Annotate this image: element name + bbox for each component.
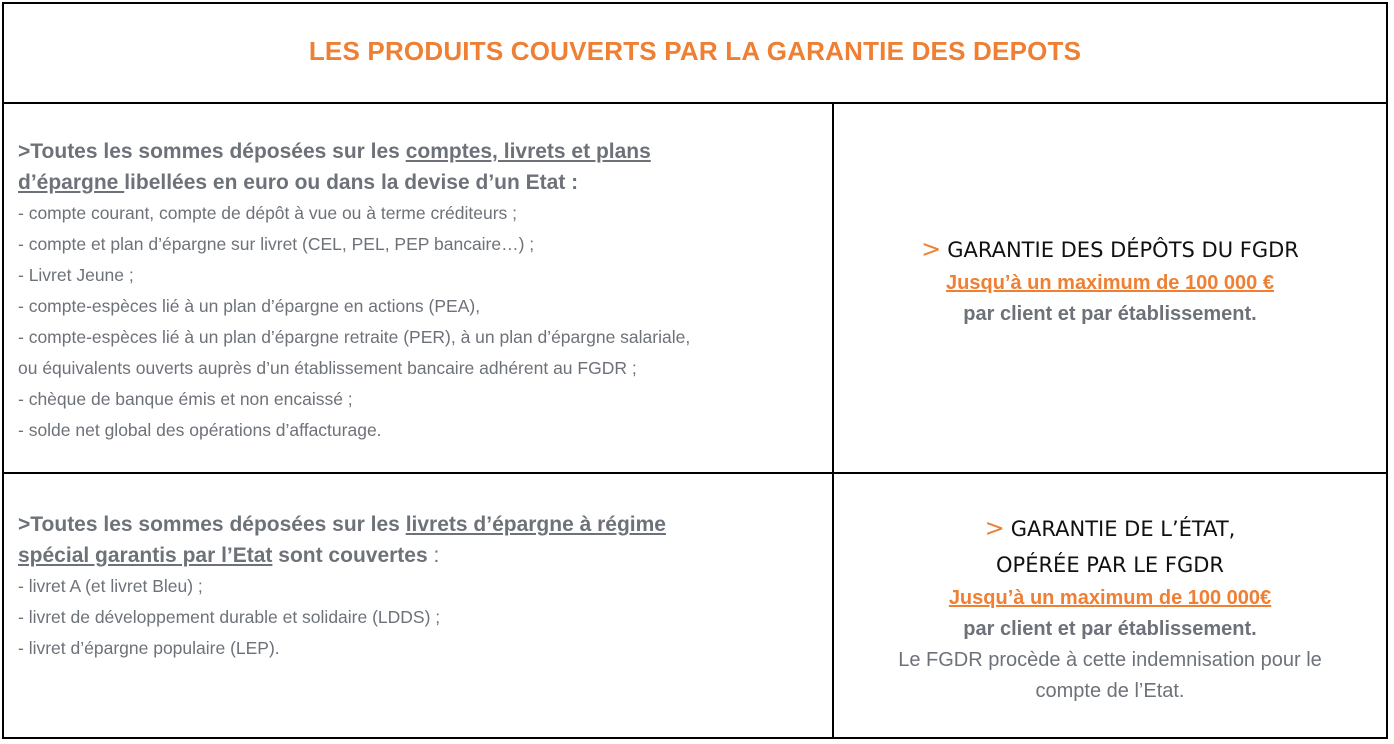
- lead-suffix: libellées en euro ou dans la devise d’un Etat :: [124, 171, 579, 194]
- guarantee-heading: [985, 510, 1236, 547]
- row-deposits: [4, 102, 1386, 474]
- lead-prefix: >Toutes les sommes déposées sur les: [18, 513, 406, 536]
- lead-underlined: comptes, livrets et plans: [405, 140, 651, 163]
- list-item: ou équivalents ouverts auprès d’un établissement bancaire adhérent au FGDR ;: [18, 358, 637, 378]
- table-title: LES PRODUITS COUVERTS PAR LA GARANTIE DES DEPOTS: [308, 35, 1082, 66]
- row-state-savings-lead: [18, 509, 818, 571]
- list-item: - compte-espèces lié à un plan d’épargne en actions (PEA),: [18, 296, 481, 316]
- guarantee-scope: par client et par établissement.: [963, 618, 1257, 640]
- list-item: - solde net global des opérations d’affacturage.: [18, 420, 382, 440]
- list-item: - livret d’épargne populaire (LEP).: [18, 638, 280, 658]
- lead-colon: :: [427, 544, 440, 567]
- row-deposits-products: [4, 102, 834, 472]
- lead-suffix: sont couvertes: [272, 544, 428, 567]
- list-item: - compte courant, compte de dépôt à vue ou à terme créditeurs ;: [18, 203, 518, 223]
- chevron-right-icon: >: [984, 514, 1005, 542]
- guarantee-amount: Jusqu’à un maximum de 100 000 €: [946, 271, 1274, 294]
- chevron-right-icon: >: [921, 234, 942, 263]
- row-state-savings-guarantee: [834, 474, 1386, 737]
- row-deposits-guarantee: [834, 102, 1386, 472]
- guarantee-scope: par client et par établissement.: [963, 302, 1257, 325]
- list-item: - chèque de banque émis et non encaissé ;: [18, 389, 353, 409]
- lead-underlined: livrets d’épargne à régime: [405, 513, 666, 536]
- guarantee-note: compte de l’Etat.: [1035, 680, 1185, 702]
- guarantee-heading-text: GARANTIE DE L’ÉTAT,: [1010, 517, 1236, 541]
- guarantee-note: Le FGDR procède à cette indemnisation pour le: [898, 649, 1322, 671]
- row-state-savings: [4, 474, 1386, 737]
- row-deposits-lead: [18, 136, 818, 198]
- lead-underlined: spécial garantis par l’Etat: [18, 544, 273, 567]
- guarantee-heading-line2: OPÉRÉE PAR LE FGDR: [996, 553, 1224, 577]
- title-row: [4, 4, 1386, 104]
- list-item: - livret A (et livret Bleu) ;: [18, 576, 203, 596]
- lead-underlined: d’épargne: [18, 171, 125, 194]
- guarantee-heading-text: GARANTIE DES DÉPÔTS DU FGDR: [947, 237, 1299, 262]
- lead-prefix: >Toutes les sommes déposées sur les: [18, 140, 406, 163]
- list-item: - livret de développement durable et solidaire (LDDS) ;: [18, 607, 441, 627]
- guarantee-amount: Jusqu’à un maximum de 100 000€: [948, 587, 1272, 609]
- list-item: - Livret Jeune ;: [18, 265, 134, 285]
- list-item: - compte-espèces lié à un plan d’épargne retraite (PER), à un plan d’épargne salariale,: [18, 327, 691, 347]
- guarantee-heading: [921, 231, 1299, 268]
- list-item: - compte et plan d’épargne sur livret (CEL, PEL, PEP bancaire…) ;: [18, 234, 535, 254]
- guarantee-table: [2, 2, 1388, 739]
- row-state-savings-products: [4, 474, 834, 737]
